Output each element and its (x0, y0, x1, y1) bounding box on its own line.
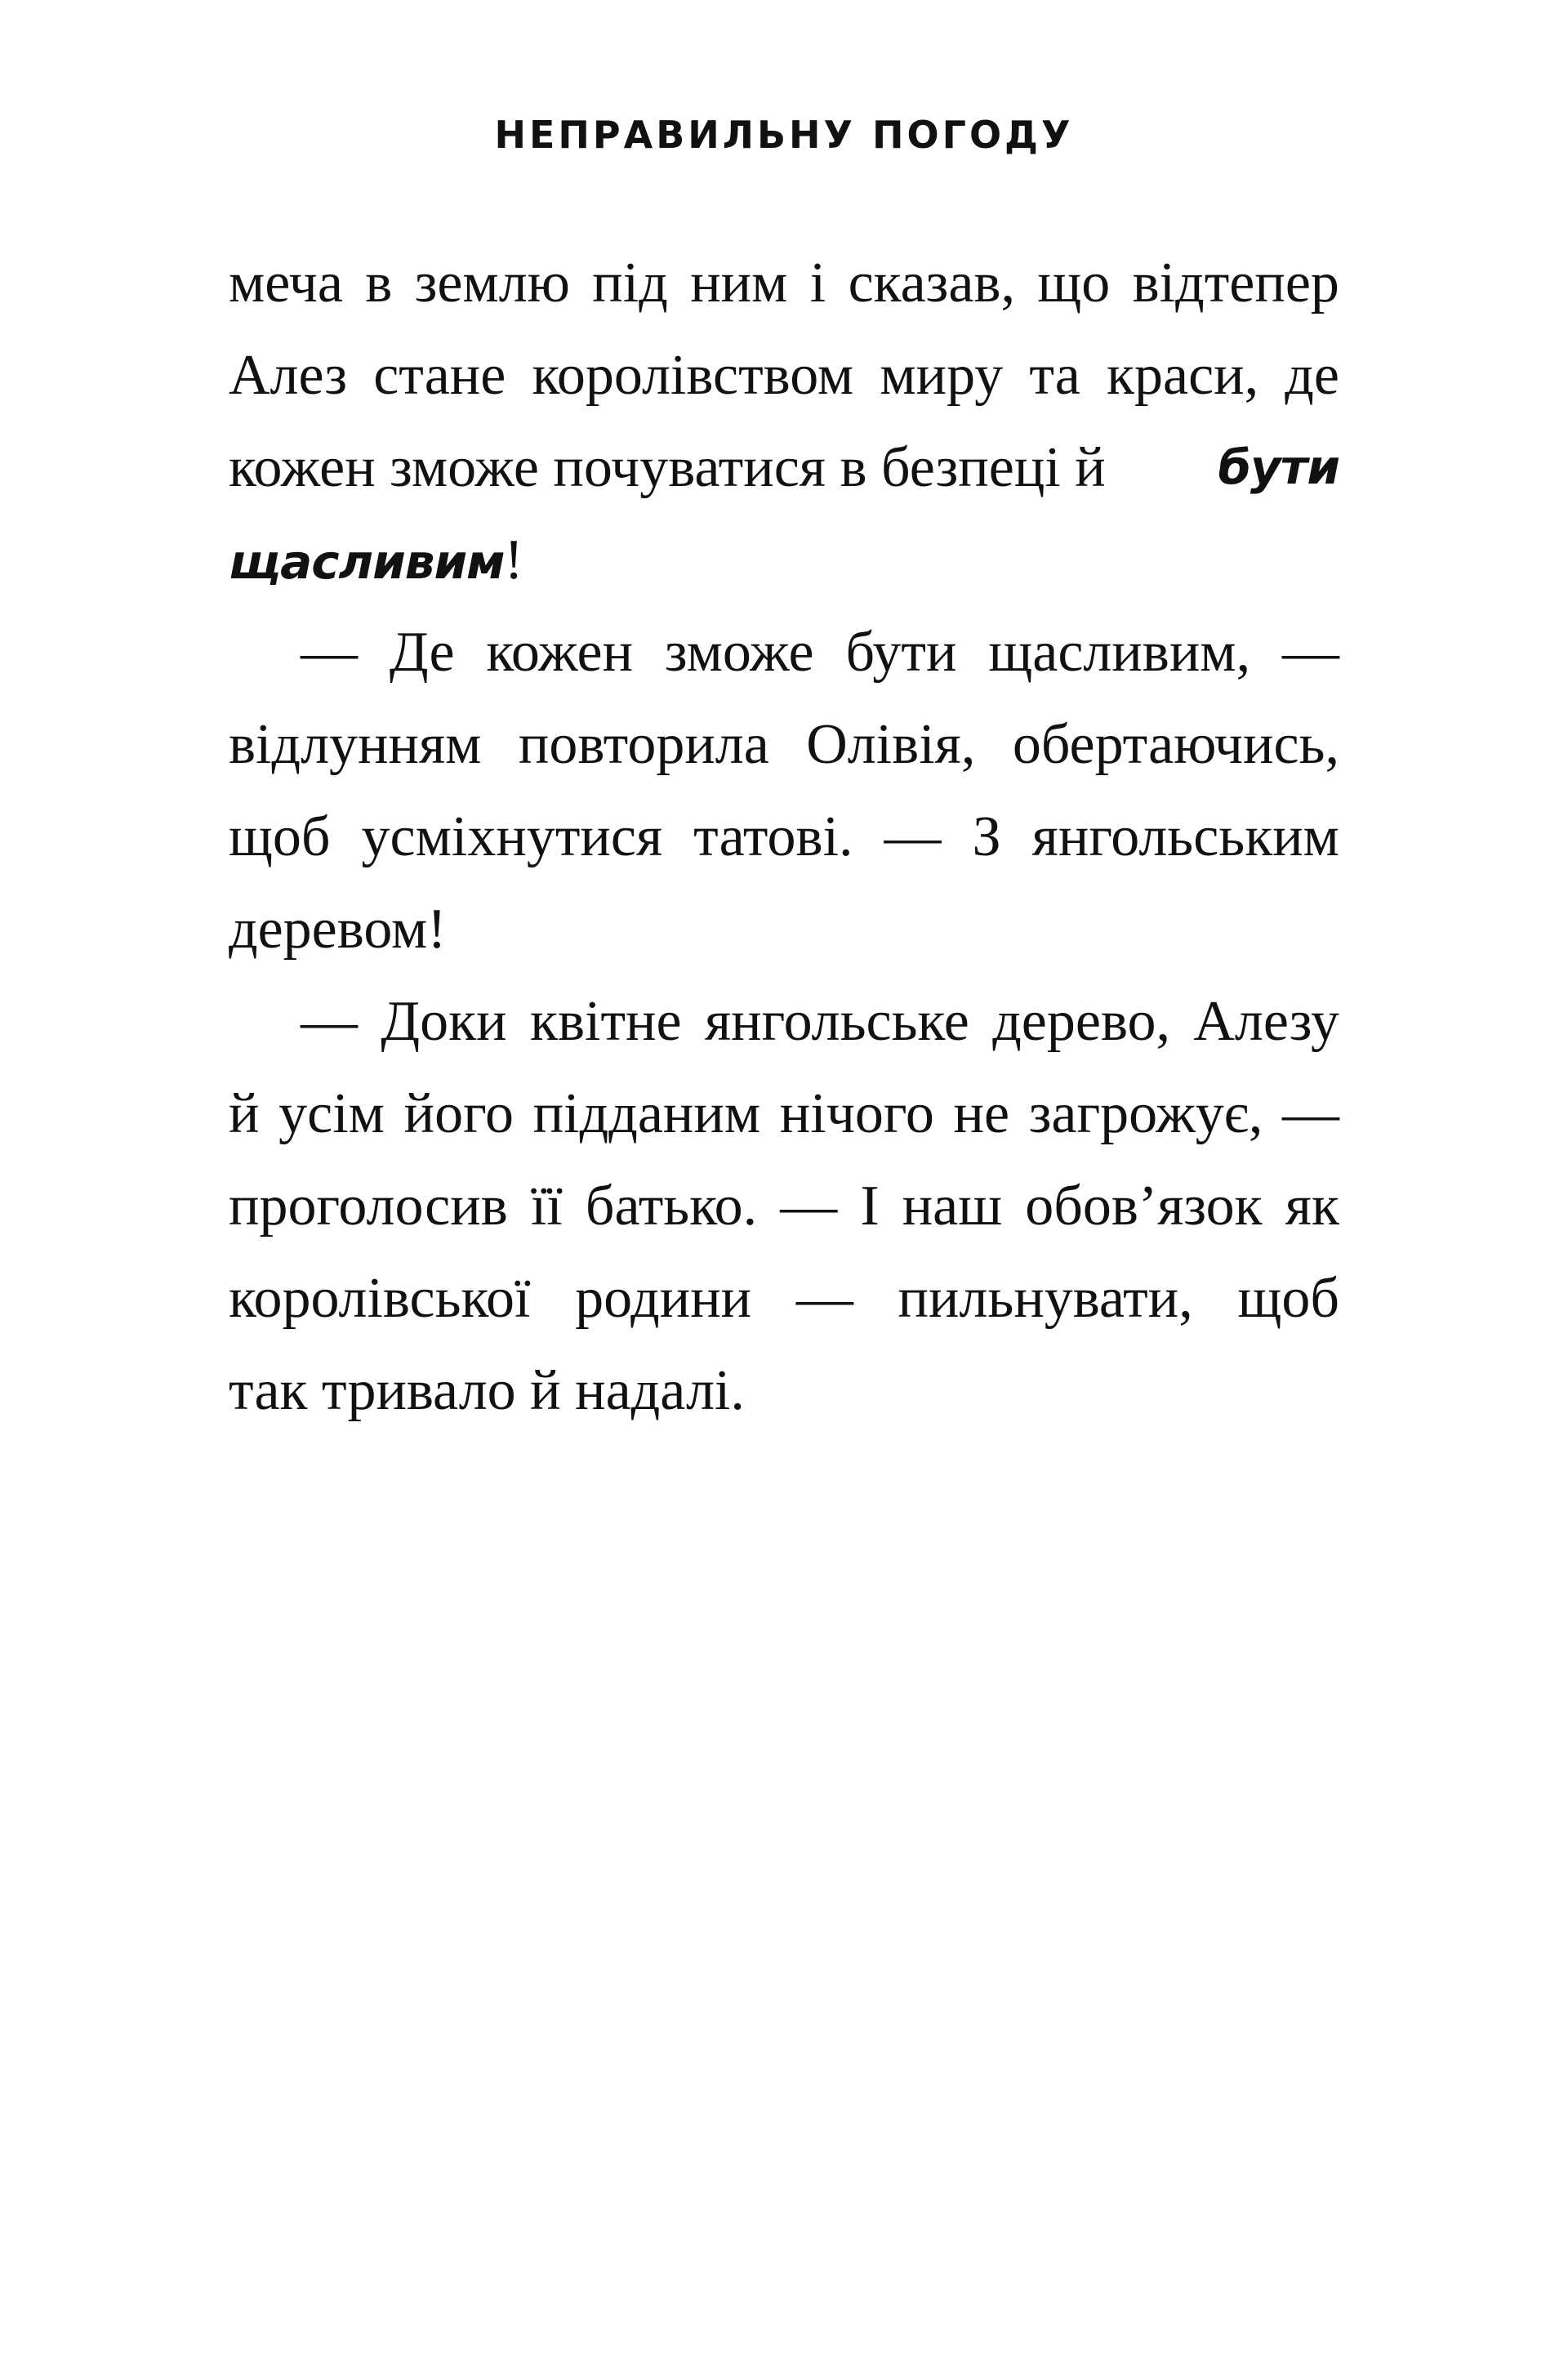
word: — (1282, 1082, 1339, 1145)
word: його (403, 1082, 514, 1145)
word: підданим (532, 1082, 761, 1145)
word: щасливим, (988, 621, 1251, 684)
word: янгольським (1031, 805, 1339, 868)
word: стане (373, 344, 506, 407)
word: дерево, (992, 990, 1171, 1053)
text-line (229, 606, 1339, 698)
word: — (884, 805, 942, 868)
text-line: деревом! (229, 898, 447, 961)
body-text (229, 237, 1339, 1437)
text-line (229, 791, 1339, 883)
word: Олівія, (806, 713, 976, 776)
word: загрожує, (1028, 1082, 1263, 1145)
word: З (972, 805, 1001, 868)
word: родини (575, 1267, 752, 1330)
text-line: так тривало й надалі. (229, 1359, 745, 1422)
word: Алез (229, 344, 348, 407)
word: проголосив (229, 1175, 508, 1238)
word: відтепер (1132, 252, 1339, 314)
word: татові. (693, 805, 853, 868)
word: зможе (664, 621, 814, 684)
word: де (1285, 344, 1339, 407)
text-line (229, 1068, 1339, 1160)
word: повторила (518, 713, 769, 776)
word: кожен (486, 621, 634, 684)
word: янгольське (704, 990, 969, 1053)
word: під (592, 252, 668, 314)
text-line (229, 698, 1339, 791)
word: Доки (381, 990, 507, 1053)
word: не (953, 1082, 1010, 1145)
word: краси, (1107, 344, 1259, 407)
word: ним (690, 252, 788, 314)
word: бути (845, 621, 957, 684)
word: обов’язок (1025, 1175, 1263, 1238)
word: усміхнутися (361, 805, 663, 868)
word: відлунням (229, 713, 482, 776)
word: її (530, 1175, 563, 1238)
word: королівської (229, 1267, 531, 1330)
text-line-part: ! (504, 528, 523, 591)
word: пильнувати, (898, 1267, 1193, 1330)
text-line (229, 975, 1339, 1068)
text-line-with-emphasis (229, 514, 1339, 606)
word: як (1285, 1175, 1339, 1238)
word: Алезу (1193, 990, 1339, 1053)
word: сказав, (848, 252, 1015, 314)
word: — (301, 621, 358, 684)
emphasized-word: бути (1218, 439, 1339, 495)
text-line-part: кожен зможе почуватися в безпеці й (229, 436, 1106, 499)
word: щоб (229, 805, 331, 868)
text-line (229, 237, 1339, 329)
word: наш (902, 1175, 1003, 1238)
word: щоб (1237, 1267, 1339, 1330)
text-line-with-emphasis (229, 421, 1339, 514)
text-line (229, 1160, 1339, 1252)
word: що (1037, 252, 1111, 314)
text-line (229, 1252, 1339, 1345)
word: — (301, 990, 358, 1053)
word: нічого (779, 1082, 934, 1145)
word: І (860, 1175, 880, 1238)
running-head: НЕПРАВИЛЬНУ ПОГОДУ (494, 113, 1074, 157)
word: землю (414, 252, 570, 314)
word: обертаючись, (1012, 713, 1339, 776)
word: і (809, 252, 826, 314)
word: миру (880, 344, 1004, 407)
word: батько. (585, 1175, 758, 1238)
word: королівством (532, 344, 854, 407)
word: меча (229, 252, 343, 314)
word: Де (389, 621, 455, 684)
word: усім (278, 1082, 385, 1145)
word: — (1281, 621, 1339, 684)
word: й (229, 1082, 260, 1145)
word: — (780, 1175, 838, 1238)
word: в (365, 252, 393, 314)
word: та (1029, 344, 1080, 407)
word: — (795, 1267, 853, 1330)
text-line (229, 329, 1339, 421)
word: квітне (529, 990, 682, 1053)
emphasized-word: щасливим (229, 534, 505, 590)
